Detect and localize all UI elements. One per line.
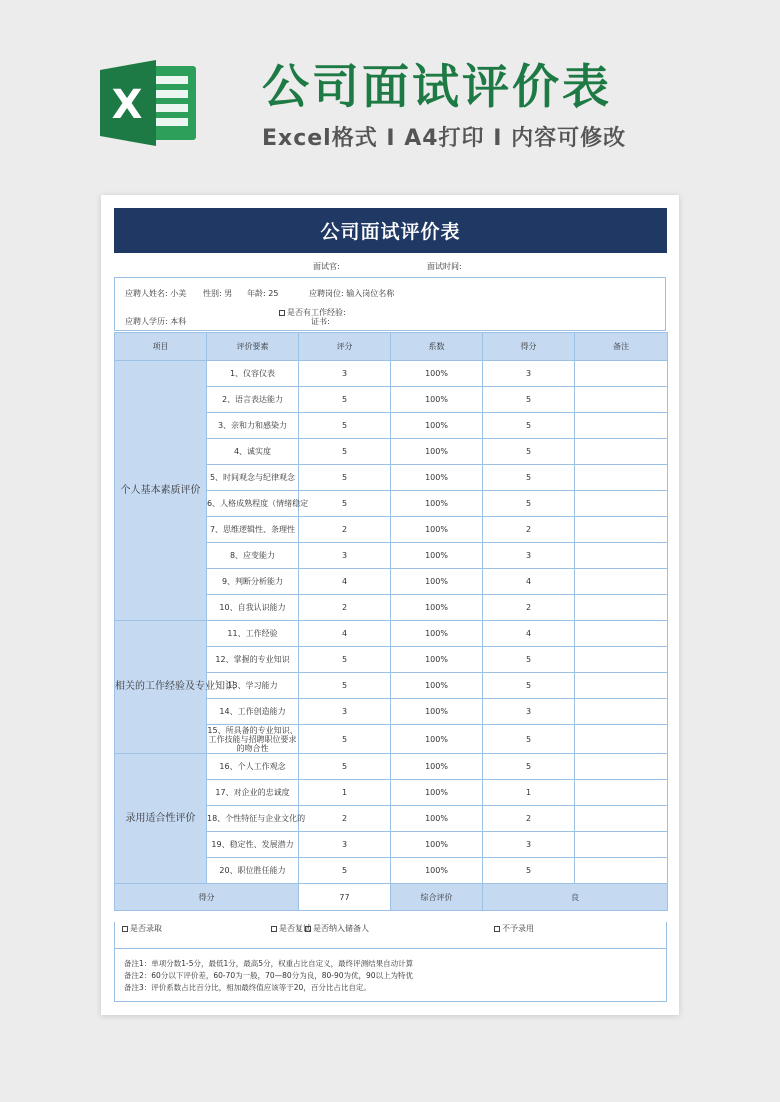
- result-cell: 4: [483, 621, 575, 647]
- page-title: 公司面试评价表: [262, 60, 612, 115]
- score-cell[interactable]: 2: [299, 595, 391, 621]
- score-cell[interactable]: 1: [299, 780, 391, 806]
- score-cell[interactable]: 5: [299, 491, 391, 517]
- remark-cell[interactable]: [575, 621, 668, 647]
- score-cell[interactable]: 4: [299, 569, 391, 595]
- result-cell: 1: [483, 780, 575, 806]
- factor-cell: 4、诚实度: [207, 439, 299, 465]
- coef-cell[interactable]: 100%: [391, 595, 483, 621]
- coef-cell[interactable]: 100%: [391, 569, 483, 595]
- reserve-label: 是否纳入储备人: [313, 924, 369, 933]
- remark-cell[interactable]: [575, 647, 668, 673]
- category-hiring-fit: 录用适合性评价: [115, 754, 207, 884]
- score-cell[interactable]: 5: [299, 439, 391, 465]
- hire-label: 是否录取: [130, 924, 162, 933]
- remark-cell[interactable]: [575, 673, 668, 699]
- checkbox-icon: [279, 310, 285, 316]
- checkbox-icon: [494, 926, 500, 932]
- score-cell[interactable]: 2: [299, 806, 391, 832]
- factor-cell: 13、学习能力: [207, 673, 299, 699]
- reexam-label: 是否复试: [279, 924, 311, 933]
- reject-label: 不予录用: [502, 924, 534, 933]
- category-personal-quality: 个人基本素质评价: [115, 361, 207, 621]
- divider: [115, 948, 666, 949]
- result-cell: 3: [483, 699, 575, 725]
- factor-cell: 10、自我认识能力: [207, 595, 299, 621]
- checkbox-icon: [122, 926, 128, 932]
- checkbox-icon: [271, 926, 277, 932]
- summary-row: [115, 884, 668, 911]
- column-header-result: 得分: [483, 333, 575, 361]
- score-cell[interactable]: 5: [299, 754, 391, 780]
- coef-cell[interactable]: 100%: [391, 465, 483, 491]
- hire-checkbox[interactable]: [122, 924, 162, 934]
- remark-cell[interactable]: [575, 858, 668, 884]
- total-score-value: 77: [299, 884, 391, 911]
- note-2: 备注2：60分以下评价差，60-70为一般，70—80分为良，80-90为优，90以上为特优: [124, 971, 414, 980]
- factor-cell: 15、所具备的专业知识、工作技能与招聘职位要求的吻合性: [207, 726, 298, 753]
- result-cell: 5: [483, 387, 575, 413]
- column-header-remark: 备注: [575, 333, 668, 361]
- applicant-gender: 性别: 男: [203, 289, 233, 298]
- note-1: 备注1：单项分数1-5分，最低1分，最高5分，权重占比自定义，最终评测结果自动计算: [124, 959, 414, 968]
- result-cell: 5: [483, 491, 575, 517]
- coef-cell[interactable]: 100%: [391, 832, 483, 858]
- score-cell[interactable]: 5: [299, 413, 391, 439]
- remark-cell[interactable]: [575, 361, 668, 387]
- header: [0, 0, 780, 195]
- table-row: [115, 754, 668, 780]
- reserve-checkbox[interactable]: [305, 924, 369, 934]
- factor-cell: 2、语言表达能力: [207, 387, 299, 413]
- column-header-score: 评分: [299, 333, 391, 361]
- score-cell[interactable]: 5: [299, 673, 391, 699]
- coef-cell[interactable]: 100%: [391, 673, 483, 699]
- table-header-row: [115, 333, 668, 361]
- score-cell[interactable]: 3: [299, 699, 391, 725]
- total-score-label: 得分: [115, 884, 299, 911]
- page-subtitle: Excel格式 I A4打印 I 内容可修改: [262, 126, 627, 151]
- coef-cell[interactable]: 100%: [391, 754, 483, 780]
- applicant-age: 年龄: 25: [247, 289, 279, 298]
- remark-cell[interactable]: [575, 543, 668, 569]
- factor-cell: 14、工作创造能力: [207, 699, 299, 725]
- coef-cell[interactable]: 100%: [391, 439, 483, 465]
- result-cell: 2: [483, 806, 575, 832]
- result-cell: 3: [483, 361, 575, 387]
- remark-cell[interactable]: [575, 465, 668, 491]
- remark-cell[interactable]: [575, 754, 668, 780]
- applicant-name: 应聘人姓名: 小美: [125, 289, 187, 298]
- decision-and-notes: [114, 922, 667, 1002]
- evaluation-table: [114, 332, 668, 911]
- score-cell[interactable]: 5: [299, 387, 391, 413]
- category-work-experience: 相关的工作经验及专业知识: [115, 621, 207, 754]
- remark-cell[interactable]: [575, 699, 668, 725]
- score-cell[interactable]: 5: [299, 858, 391, 884]
- interview-time-label: 面试时间:: [427, 262, 462, 271]
- factor-cell: 9、判断分析能力: [207, 569, 299, 595]
- result-cell: 2: [483, 595, 575, 621]
- factor-cell: 3、亲和力和感染力: [207, 413, 299, 439]
- remark-cell[interactable]: [575, 832, 668, 858]
- coef-cell[interactable]: 100%: [391, 647, 483, 673]
- result-cell: 5: [483, 858, 575, 884]
- coef-cell[interactable]: 100%: [391, 413, 483, 439]
- factor-cell: 12、掌握的专业知识: [207, 647, 299, 673]
- factor-cell: 5、时间观念与纪律观念: [207, 465, 299, 491]
- remark-cell[interactable]: [575, 491, 668, 517]
- coef-cell[interactable]: 100%: [391, 361, 483, 387]
- coef-cell[interactable]: 100%: [391, 699, 483, 725]
- remark-cell[interactable]: [575, 387, 668, 413]
- factor-cell: 19、稳定性、发展潜力: [207, 832, 299, 858]
- column-header-factor: 评价要素: [207, 333, 299, 361]
- result-cell: 3: [483, 832, 575, 858]
- score-cell[interactable]: 3: [299, 361, 391, 387]
- remark-cell[interactable]: [575, 725, 668, 754]
- excel-icon: [100, 58, 200, 148]
- coef-cell[interactable]: 100%: [391, 517, 483, 543]
- reject-checkbox[interactable]: [494, 924, 534, 934]
- coef-cell[interactable]: 100%: [391, 621, 483, 647]
- result-cell: 4: [483, 569, 575, 595]
- result-cell: 5: [483, 725, 575, 754]
- coef-cell[interactable]: 100%: [391, 858, 483, 884]
- remark-cell[interactable]: [575, 806, 668, 832]
- sheet-title: 公司面试评价表: [114, 208, 667, 253]
- score-cell[interactable]: 5: [299, 465, 391, 491]
- factor-cell: 18、个性特征与企业文化的: [207, 806, 299, 832]
- remark-cell[interactable]: [575, 780, 668, 806]
- result-cell: 2: [483, 517, 575, 543]
- coef-cell[interactable]: 100%: [391, 780, 483, 806]
- experience-label: 是否有工作经验:: [287, 308, 346, 317]
- result-cell: 5: [483, 439, 575, 465]
- score-cell[interactable]: 3: [299, 832, 391, 858]
- remark-cell[interactable]: [575, 517, 668, 543]
- certificate-label: 证书:: [311, 317, 330, 326]
- score-cell[interactable]: 3: [299, 543, 391, 569]
- remark-cell[interactable]: [575, 439, 668, 465]
- factor-cell: 7、思维逻辑性、条理性: [207, 517, 299, 543]
- note-3: 备注3：评价系数占比百分比，相加最终值应该等于20，百分比占比自定。: [124, 983, 371, 992]
- remark-cell[interactable]: [575, 595, 668, 621]
- result-cell: 5: [483, 413, 575, 439]
- result-cell: 5: [483, 754, 575, 780]
- column-header-coef: 系数: [391, 333, 483, 361]
- table-row: [115, 621, 668, 647]
- remark-cell[interactable]: [575, 569, 668, 595]
- factor-cell: 20、职位胜任能力: [207, 858, 299, 884]
- factor-cell: 11、工作经验: [207, 621, 299, 647]
- factor-cell: 1、仪容仪表: [207, 361, 299, 387]
- applicant-info: [114, 277, 666, 331]
- coef-cell[interactable]: 100%: [391, 491, 483, 517]
- result-cell: 3: [483, 543, 575, 569]
- factor-cell: 17、对企业的忠诚度: [207, 780, 299, 806]
- coef-cell[interactable]: 100%: [391, 387, 483, 413]
- score-cell[interactable]: 2: [299, 517, 391, 543]
- factor-cell: 8、应变能力: [207, 543, 299, 569]
- coef-cell[interactable]: 100%: [391, 543, 483, 569]
- remark-cell[interactable]: [575, 413, 668, 439]
- excel-logo-letter: X: [111, 82, 143, 128]
- table-row: [115, 361, 668, 387]
- column-header-project: 项目: [115, 333, 207, 361]
- result-cell: 5: [483, 673, 575, 699]
- overall-rating-label: 综合评价: [391, 884, 483, 911]
- score-cell[interactable]: 4: [299, 621, 391, 647]
- coef-cell[interactable]: 100%: [391, 806, 483, 832]
- score-cell[interactable]: 5: [299, 647, 391, 673]
- applicant-education: 应聘人学历: 本科: [125, 317, 187, 326]
- result-cell: 5: [483, 465, 575, 491]
- applicant-position: 应聘岗位: 输入岗位名称: [309, 289, 395, 298]
- score-cell[interactable]: 5: [299, 725, 391, 754]
- factor-cell: 16、个人工作观念: [207, 754, 299, 780]
- coef-cell[interactable]: 100%: [391, 725, 483, 754]
- checkbox-icon: [305, 926, 311, 932]
- factor-cell: 6、人格成熟程度（情绪稳定: [207, 491, 299, 517]
- overall-rating-value: 良: [483, 884, 668, 911]
- result-cell: 5: [483, 647, 575, 673]
- interviewer-label: 面试官:: [313, 262, 340, 271]
